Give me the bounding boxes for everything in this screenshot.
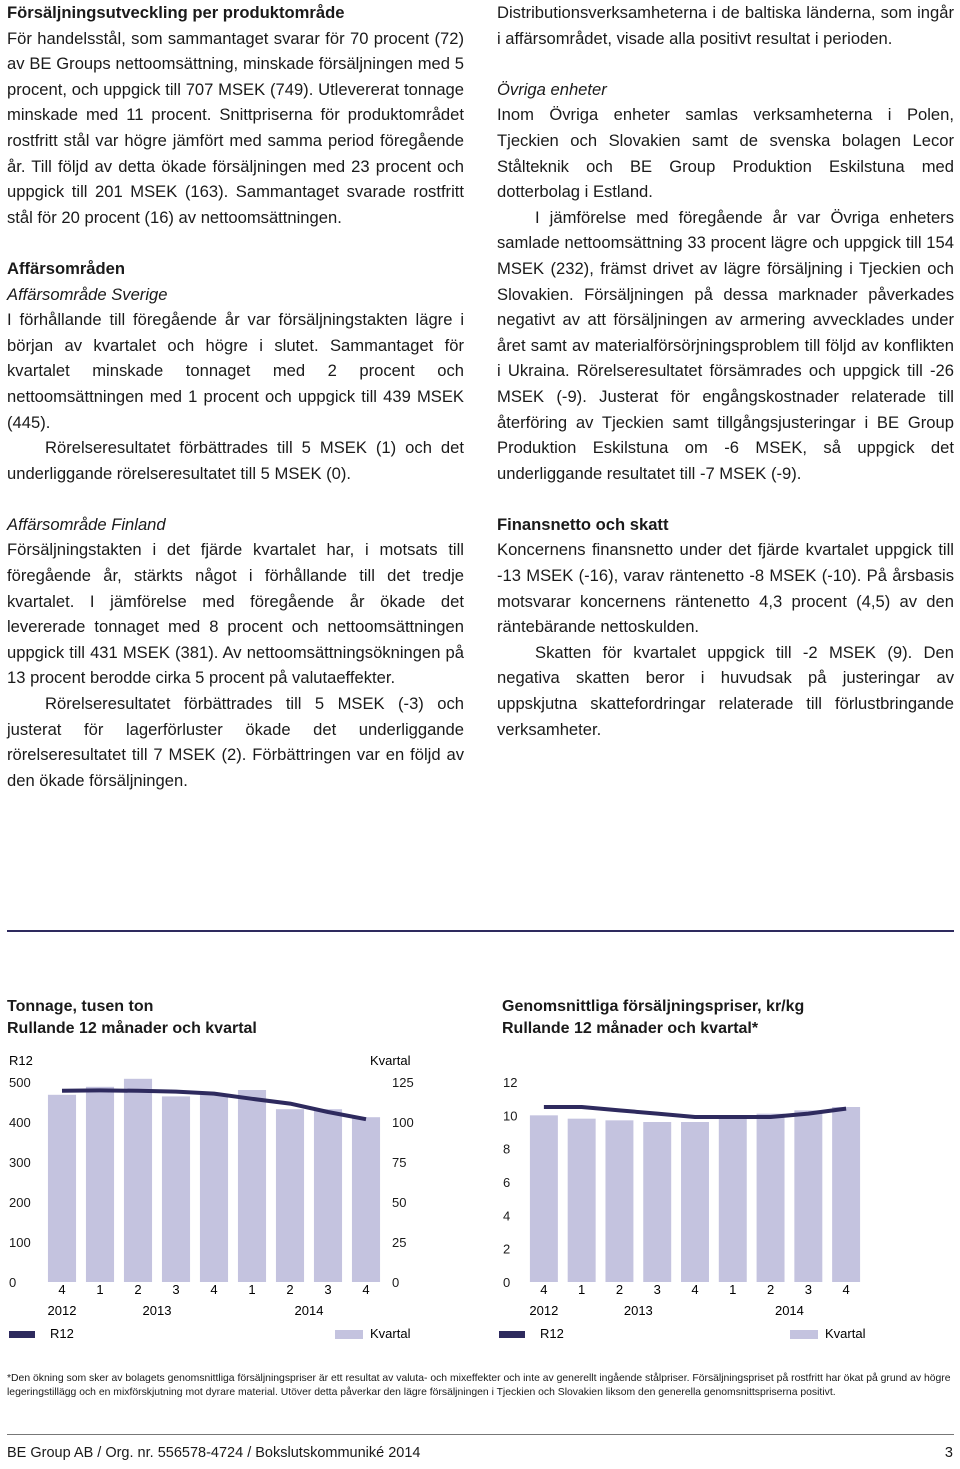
y-tick-label-right: 25 <box>392 1235 407 1250</box>
kvartal-bar <box>681 1122 709 1282</box>
x-tick-label: 2 <box>615 1282 624 1297</box>
y-tick-label: 400 <box>9 1115 31 1130</box>
y-tick-label: 0 <box>503 1275 511 1290</box>
finansnetto-paragraph-1: Koncernens finansnetto under det fjärde kvartalet uppgick till -13 MSEK (-16), varav räntenetto -8 MSEK (-10). På årsbasis motsvarar koncernens räntenetto 4,3 procent (4,5) av den räntebärande nettoskulden. <box>497 540 954 637</box>
kvartal-bar <box>605 1120 633 1282</box>
x-tick-label: 3 <box>324 1282 332 1297</box>
y-tick-label: 2 <box>503 1241 511 1257</box>
legend-kvartal-label: Kvartal <box>370 1326 411 1341</box>
tonnage-chart-title <box>7 996 447 1040</box>
sverige-heading: Affärsområde Sverige <box>7 284 168 304</box>
tonnage-title-line2: Rullande 12 månader och kvartal <box>7 1020 257 1037</box>
legend-r12-swatch <box>9 1331 35 1338</box>
kvartal-bar <box>124 1079 152 1282</box>
legend-kvartal-swatch <box>790 1330 818 1339</box>
x-tick-label: 4 <box>58 1282 66 1297</box>
kvartal-bar <box>162 1096 190 1282</box>
kvartal-bar <box>568 1119 596 1282</box>
right-column <box>497 0 954 742</box>
year-label: 2014 <box>774 1303 804 1318</box>
legend-r12-swatch <box>499 1331 525 1338</box>
year-label: 2012 <box>529 1303 559 1318</box>
footer-company: BE Group AB / Org. nr. 556578-4724 / Bokslutskommuniké 2014 <box>7 1445 421 1461</box>
finansnetto-paragraph-2: Skatten för kvartalet uppgick till -2 MSEK (9). Den negativa skatten beror i huvudsak på justeringar av uppskjutna skattefordringar relaterade till förlustbringande verksamheter. <box>497 642 954 739</box>
kvartal-bar <box>276 1109 304 1282</box>
y-tick-label-right: 0 <box>392 1275 400 1290</box>
x-tick-label: 3 <box>653 1282 661 1297</box>
x-tick-label: 1 <box>248 1282 256 1297</box>
x-tick-label: 2 <box>134 1282 142 1297</box>
left-column <box>7 0 464 793</box>
sverige-paragraph-2: Rörelseresultatet förbättrades till 5 MSEK (1) och det underliggande rörelseresultatet till 5 MSEK (0). <box>7 438 464 483</box>
kvartal-bar <box>794 1110 822 1282</box>
prices-chart-title <box>502 996 952 1040</box>
legend-r12-label: R12 <box>540 1326 564 1341</box>
tonnage-title-line1: Tonnage, tusen ton <box>7 998 154 1015</box>
prices-chart <box>490 1045 960 1345</box>
x-tick-label: 4 <box>691 1282 699 1297</box>
x-tick-label: 1 <box>96 1282 104 1297</box>
legend-kvartal-label: Kvartal <box>825 1326 866 1341</box>
kvartal-bar <box>86 1087 114 1282</box>
finland-paragraph-1: Försäljningstakten i det fjärde kvartalet har, i motsats till föregående år, stärkts något i förhållande till det tredje kvartalet. I jämförelse med föregående år ökade det levererade tonnaget med 8 procent och nettoomsättningen uppgick till 431 MSEK (381). Av nettoomsättningsökningen på 13 procent berodde cirka 5 procent på valutaeffekter. <box>7 540 464 688</box>
y-tick-label: 4 <box>503 1208 511 1224</box>
sverige-paragraph-1: I förhållande till föregående år var försäljningstakten lägre i början av kvartalet och högre i slutet. Sammantaget för kvartalet minskade tonnaget med 2 procent och nettoomsättningen med 1 procent och uppgick till 439 MSEK (445). <box>7 310 464 432</box>
kvartal-bar <box>238 1090 266 1282</box>
year-label: 2014 <box>294 1303 324 1318</box>
tonnage-chart <box>0 1045 470 1345</box>
finland-paragraph-2: Rörelseresultatet förbättrades till 5 MSEK (-3) och justerat för lagerförluster ökade det underliggande rörelseresultatet till 7 MSEK (2). Förbättringen var en följd av den ökade försäljningen. <box>7 694 464 790</box>
baltic-paragraph: Distributionsverksamheterna i de baltiska länderna, som ingår i affärsområdet, visade alla positivt resultat i perioden. <box>497 3 954 48</box>
ovriga-paragraph-1: Inom Övriga enheter samlas verksamheterna i Polen, Tjeckien och Slovakien samt de svenska bolagen Lecor Stålteknik och BE Group Produktion Eskilstuna med dotterbolag i Estland. <box>497 105 954 202</box>
produkt-paragraph: För handelsstål, som sammantaget svarar för 70 procent (72) av BE Groups nettoomsättning, minskade försäljningen med 5 procent, och uppgick till 707 MSEK (749). Utlevererat tonnage minskade med 11 procent. Snittpriserna för produktområdet rostfritt stål var högre jämfört med samma period föregående år. Till följd av detta ökade försäljningen med 23 procent och uppgick till 201 MSEK (163). Sammantaget svarade rostfritt stål för 20 procent (16) av nettoomsättningen. <box>7 28 464 227</box>
y-axis-label-left: R12 <box>9 1053 33 1068</box>
y-tick-label: 300 <box>9 1155 31 1170</box>
y-tick-label: 12 <box>503 1075 518 1090</box>
y-tick-label-right: 125 <box>392 1075 414 1090</box>
legend-r12-label: R12 <box>50 1326 74 1341</box>
y-tick-label-right: 75 <box>392 1155 407 1170</box>
affarsomraden-heading: Affärsområden <box>7 258 126 278</box>
x-tick-label: 3 <box>804 1282 812 1297</box>
y-tick-label-right: 100 <box>392 1115 414 1130</box>
x-tick-label: 1 <box>729 1282 737 1297</box>
y-tick-label: 8 <box>503 1141 511 1157</box>
x-tick-label: 4 <box>362 1282 370 1297</box>
year-label: 2013 <box>142 1303 172 1318</box>
kvartal-bar <box>314 1109 342 1282</box>
x-tick-label: 2 <box>766 1282 775 1297</box>
chart-footnote: *Den ökning som sker av bolagets genomsnittliga försäljningspriser är ett resultat av valuta- och mixeffekter och inte av generellt ingående stålpriser. Försäljningspriset på rostfritt har ökat på grund av högre legeringstillägg och en mixförskjutning mot dyrare material. Utöver detta påverkar den lägre försäljningen i Tjeckien och Slovakien liksom den generella genomsnittspriserna positivt. <box>7 1373 951 1398</box>
kvartal-bar <box>352 1117 380 1282</box>
section-divider <box>7 930 954 932</box>
prices-title-line2: Rullande 12 månader och kvartal* <box>502 1020 759 1037</box>
y-tick-label: 0 <box>9 1275 17 1290</box>
y-tick-label: 100 <box>9 1235 31 1250</box>
x-tick-label: 4 <box>842 1282 850 1297</box>
finland-heading: Affärsområde Finland <box>7 514 166 534</box>
ovriga-paragraph-2: I jämförelse med föregående år var Övriga enheters samlade nettoomsättning 33 procent lägre och uppgick till 154 MSEK (232), främst drivet av lägre försäljning i Tjeckien och Slovakien. Försäljningen på dessa marknader påverkades negativt av att försäljningen av armering avvecklades under året samt av materialförsörjningsproblem till följd av konflikten i Ukraina. Rörelseresultatet försämrades och uppgick till -26 MSEK (-9). Justerat för engångskostnader relaterade till återföring av Tjeckien samt tillgångsjusteringar i BE Group Produktion Eskilstuna om -6 MSEK, så uppgick det underliggande resultatet till -7 MSEK (-9). <box>497 207 954 483</box>
x-tick-label: 2 <box>286 1282 294 1297</box>
y-tick-label: 6 <box>503 1175 511 1190</box>
x-tick-label: 4 <box>210 1282 218 1297</box>
finansnetto-heading: Finansnetto och skatt <box>497 514 669 534</box>
y-tick-label: 500 <box>9 1075 31 1090</box>
produkt-heading: Försäljningsutveckling per produktområde <box>7 3 345 22</box>
footer-divider <box>7 1434 954 1435</box>
x-tick-label: 1 <box>578 1282 586 1297</box>
y-tick-label: 10 <box>503 1108 518 1124</box>
legend-kvartal-swatch <box>335 1330 363 1339</box>
x-tick-label: 4 <box>540 1282 548 1297</box>
year-label: 2012 <box>47 1303 77 1318</box>
page-number: 3 <box>944 1445 953 1461</box>
prices-title-line1: Genomsnittliga försäljningspriser, kr/kg <box>502 998 805 1015</box>
y-tick-label: 200 <box>9 1195 31 1210</box>
y-axis-label-right: Kvartal <box>370 1053 411 1068</box>
x-tick-label: 3 <box>172 1282 180 1297</box>
kvartal-bar <box>530 1115 558 1282</box>
kvartal-bar <box>200 1095 228 1282</box>
kvartal-bar <box>832 1107 860 1282</box>
kvartal-bar <box>643 1122 671 1282</box>
year-label: 2013 <box>623 1303 653 1318</box>
y-tick-label-right: 50 <box>392 1195 407 1210</box>
kvartal-bar <box>719 1119 747 1282</box>
ovriga-heading: Övriga enheter <box>497 79 607 99</box>
kvartal-bar <box>757 1114 785 1282</box>
kvartal-bar <box>48 1095 76 1282</box>
